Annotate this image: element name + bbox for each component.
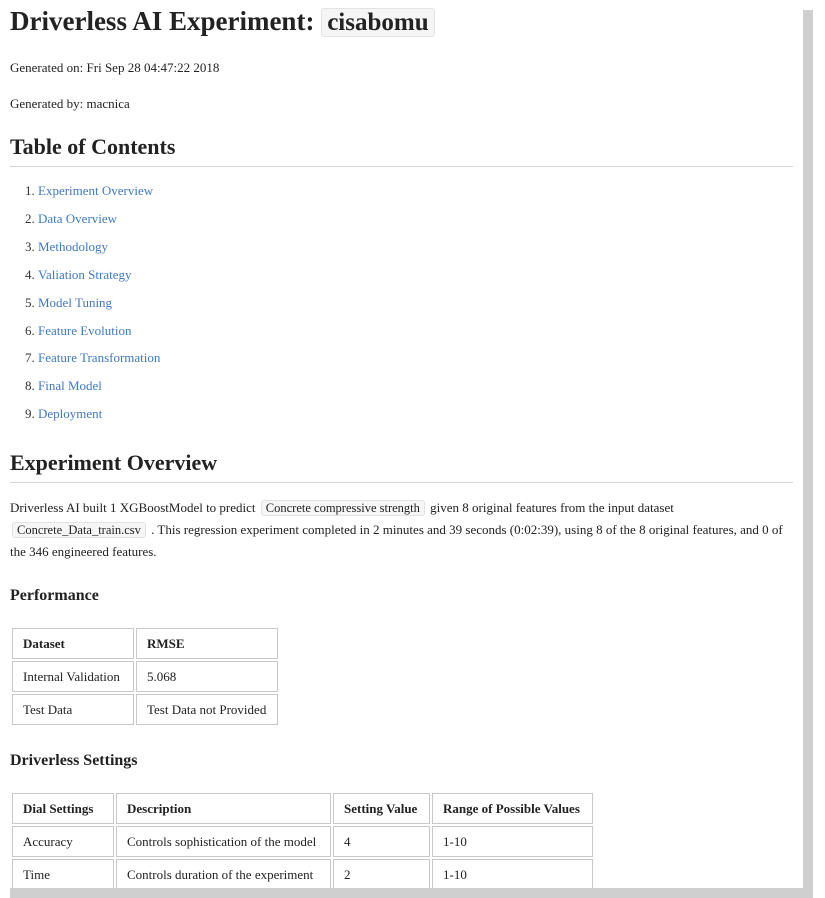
table-cell: 5.068 (136, 661, 278, 692)
table-row (12, 859, 593, 888)
page-shadow-bottom (10, 888, 813, 898)
overview-paragraph (10, 497, 793, 562)
column-header: RMSE (136, 628, 278, 659)
overview-text-1: Driverless AI built 1 XGBoostModel to predict (10, 500, 256, 516)
performance-heading: Performance (10, 587, 99, 605)
toc-link-validation-strategy[interactable]: Valiation Strategy (38, 266, 132, 282)
table-cell: Controls sophistication of the model (116, 826, 331, 857)
dataset-name: Concrete_Data_train.csv (12, 522, 146, 538)
generated-by: Generated by: macnica (10, 96, 130, 111)
column-header: Description (116, 793, 331, 824)
toc-item (38, 372, 793, 400)
table-cell: Accuracy (12, 826, 114, 857)
table-cell: Internal Validation (12, 661, 134, 692)
generated-on: Generated on: Fri Sep 28 04:47:22 2018 (10, 60, 220, 75)
toc-item (38, 177, 793, 205)
overview-text-2: given 8 original features from the input dataset (430, 500, 674, 516)
toc-link-methodology[interactable]: Methodology (38, 238, 109, 254)
table-cell: 1-10 (432, 826, 593, 857)
table-cell: 1-10 (432, 859, 593, 888)
toc-link-experiment-overview[interactable]: Experiment Overview (38, 183, 154, 198)
toc-link-model-tuning[interactable]: Model Tuning (38, 294, 113, 310)
toc-item (38, 400, 793, 428)
table-header-row (12, 628, 278, 659)
toc-link-final-model[interactable]: Final Model (38, 378, 102, 394)
table-cell: Test Data not Provided (136, 694, 278, 725)
page-shadow-right (803, 10, 813, 898)
toc-link-data-overview[interactable]: Data Overview (38, 210, 118, 226)
table-cell: Time (12, 859, 114, 888)
settings-table (10, 791, 595, 888)
table-cell: 4 (333, 826, 430, 857)
table-cell: Test Data (12, 694, 134, 725)
column-header: Dial Settings (12, 793, 114, 824)
toc-item (38, 205, 793, 233)
table-cell: Controls duration of the experiment (116, 859, 331, 888)
column-header: Setting Value (333, 793, 430, 824)
table-header-row (12, 793, 593, 824)
performance-table (10, 626, 280, 727)
report-content (0, 6, 803, 888)
overview-text-3: . This regression experiment completed in 2 minutes and 39 seconds (0:02:39), using 8 of the 8 original features, and 0 of the 346 engineered features. (10, 522, 783, 560)
toc-item (38, 289, 793, 317)
table-cell: 2 (333, 859, 430, 888)
experiment-name: cisabomu (321, 8, 434, 37)
table-row (12, 694, 278, 725)
title-prefix: Driverless AI Experiment: (10, 6, 315, 36)
toc-link-feature-transformation[interactable]: Feature Transformation (38, 350, 161, 366)
toc-item (38, 233, 793, 261)
target-column: Concrete compressive strength (261, 500, 425, 516)
column-header: Dataset (12, 628, 134, 659)
page-title (10, 6, 793, 38)
table-row (12, 826, 593, 857)
toc-item (38, 344, 793, 372)
toc-item (38, 317, 793, 345)
column-header: Range of Possible Values (432, 793, 593, 824)
settings-heading: Driverless Settings (10, 752, 138, 770)
toc-list (10, 177, 793, 428)
table-row (12, 661, 278, 692)
toc-link-deployment[interactable]: Deployment (38, 406, 103, 422)
toc-heading: Table of Contents (10, 134, 793, 167)
overview-heading: Experiment Overview (10, 450, 793, 483)
toc-link-feature-evolution[interactable]: Feature Evolution (38, 322, 132, 338)
toc-item (38, 261, 793, 289)
